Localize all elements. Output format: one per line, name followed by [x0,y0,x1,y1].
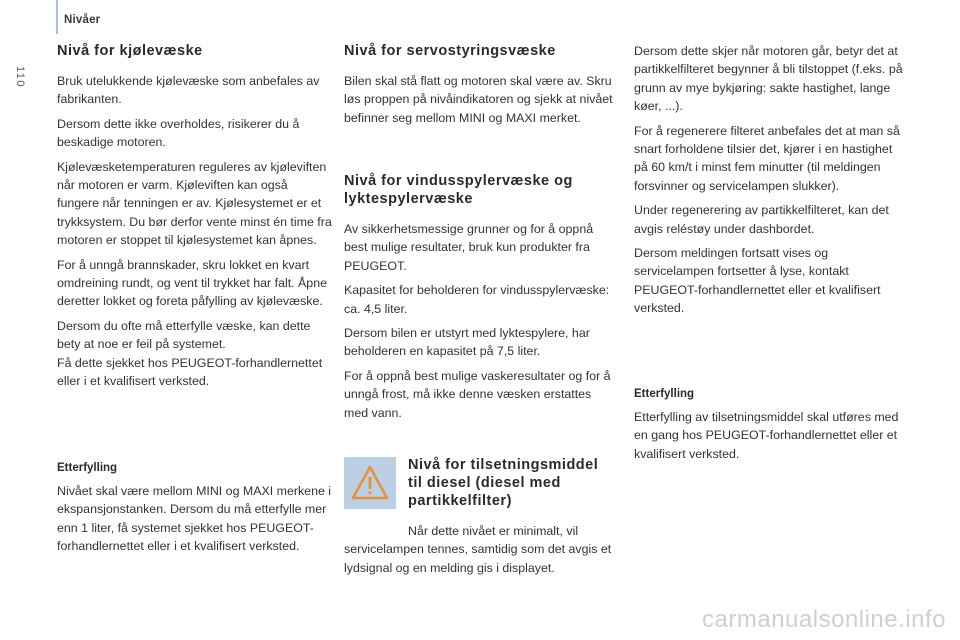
coolant-refill-title: Etterfylling [57,462,118,474]
washer-section [344,172,616,428]
coolant-title: Nivå for kjølevæske [57,43,203,59]
filter-paragraph: Dersom meldingen fortsatt vises og servicelampen fortsetter å lyse, kontakt PEUGEOT-forhandlernettet eller et kvalifisert verksted. [634,246,881,316]
coolant-paragraph: Dersom dette ikke overholdes, risikerer du å beskadige motoren. [57,116,300,150]
coolant-refill-section [57,462,333,562]
washer-paragraph: For å oppnå best mulige vaskeresultater og for å unngå frost, må ikke denne væsken erstattes med vann. [344,368,611,420]
page-number: 110 [14,66,26,89]
additive-title: Nivå for tilsetningsmiddel til diesel (diesel med partikkelfilter) [408,457,599,509]
additive-refill-title: Etterfylling [634,388,695,400]
coolant-paragraph: Bruk utelukkende kjølevæske som anbefales av fabrikanten. [57,74,320,107]
additive-section [344,456,616,583]
coolant-paragraph: Få dette sjekket hos PEUGEOT-forhandlernettet eller i et kvalifisert verksted. [57,355,323,389]
washer-title: Nivå for vindusspylervæske og lyktespylervæske [344,173,573,207]
steering-section [344,42,616,133]
section-label: Nivåer [64,14,101,26]
header-accent-bar [56,0,58,34]
coolant-section [57,42,333,397]
washer-paragraph: Dersom bilen er utstyrt med lyktespylere, har beholderen en kapasitet på 7,5 liter. [344,326,590,359]
filter-paragraph: For å regenerere filteret anbefales det at man så snart forholdene tilsier det, kjører i en hastighet på 60 km/t i minst fem minutter (til meldingen forsvinner og servicelampen slukker). [634,123,900,193]
additive-refill-section [634,388,906,469]
coolant-paragraph: Dersom du ofte må etterfylle væske, kan dette bety at noe er feil på systemet. [57,318,311,352]
steering-text: Bilen skal stå flatt og motoren skal være av. Skru løs proppen på nivåindikatoren og sjekk at nivået befinner seg mellom MINI og MAXI merket. [344,74,613,125]
coolant-refill-text: Nivået skal være mellom MINI og MAXI merkene i ekspansjonstanken. Dersom du må etterfylle mer enn 1 liter, få systemet sjekket hos PEUGEOT-forhandlernettet eller i et kvalifisert verksted. [57,484,332,554]
filter-section [634,42,906,324]
washer-paragraph: Kapasitet for beholderen for vindusspylervæske: ca. 4,5 liter. [344,283,610,316]
coolant-paragraph: Kjølevæsketemperaturen reguleres av kjøleviften når motoren er varm. Kjøleviften kan også fungere når tenningen er av. Kjølesystemet er et trykksystem. Du bør derfor vente minst én time fra motoren er stoppet til kjølesystemet kan åpnes. [57,159,332,248]
additive-refill-text: Etterfylling av tilsetningsmiddel skal utføres med en gang hos PEUGEOT-forhandlernettet eller et kvalifisert verksted. [634,410,899,461]
additive-text: Når dette nivået er minimalt, vil servicelampen tennes, samtidig som det avgis et lydsignal og en melding gis i displayet. [344,524,612,575]
steering-title: Nivå for servostyringsvæske [344,43,556,59]
filter-paragraph: Dersom dette skjer når motoren går, betyr det at partikkelfilteret begynner å bli tilstoppet (f.eks. på grunn av mye bykjøring: sakte hastighet, lange køer, ...). [634,44,903,114]
watermark: carmanualsonline.info [702,606,946,633]
coolant-paragraph: For å unngå brannskader, skru lokket en kvart omdreining rundt, og vent til trykket har falt. Åpne deretter lokket og foreta påfylling av kjølevæske. [57,257,327,309]
filter-paragraph: Under regenerering av partikkelfilteret, kan det avgis reléstøy under dashbordet. [634,203,889,236]
washer-paragraph: Av sikkerhetsmessige grunner og for å oppnå best mulige resultater, bruk kun produkter fra PEUGEOT. [344,222,594,273]
